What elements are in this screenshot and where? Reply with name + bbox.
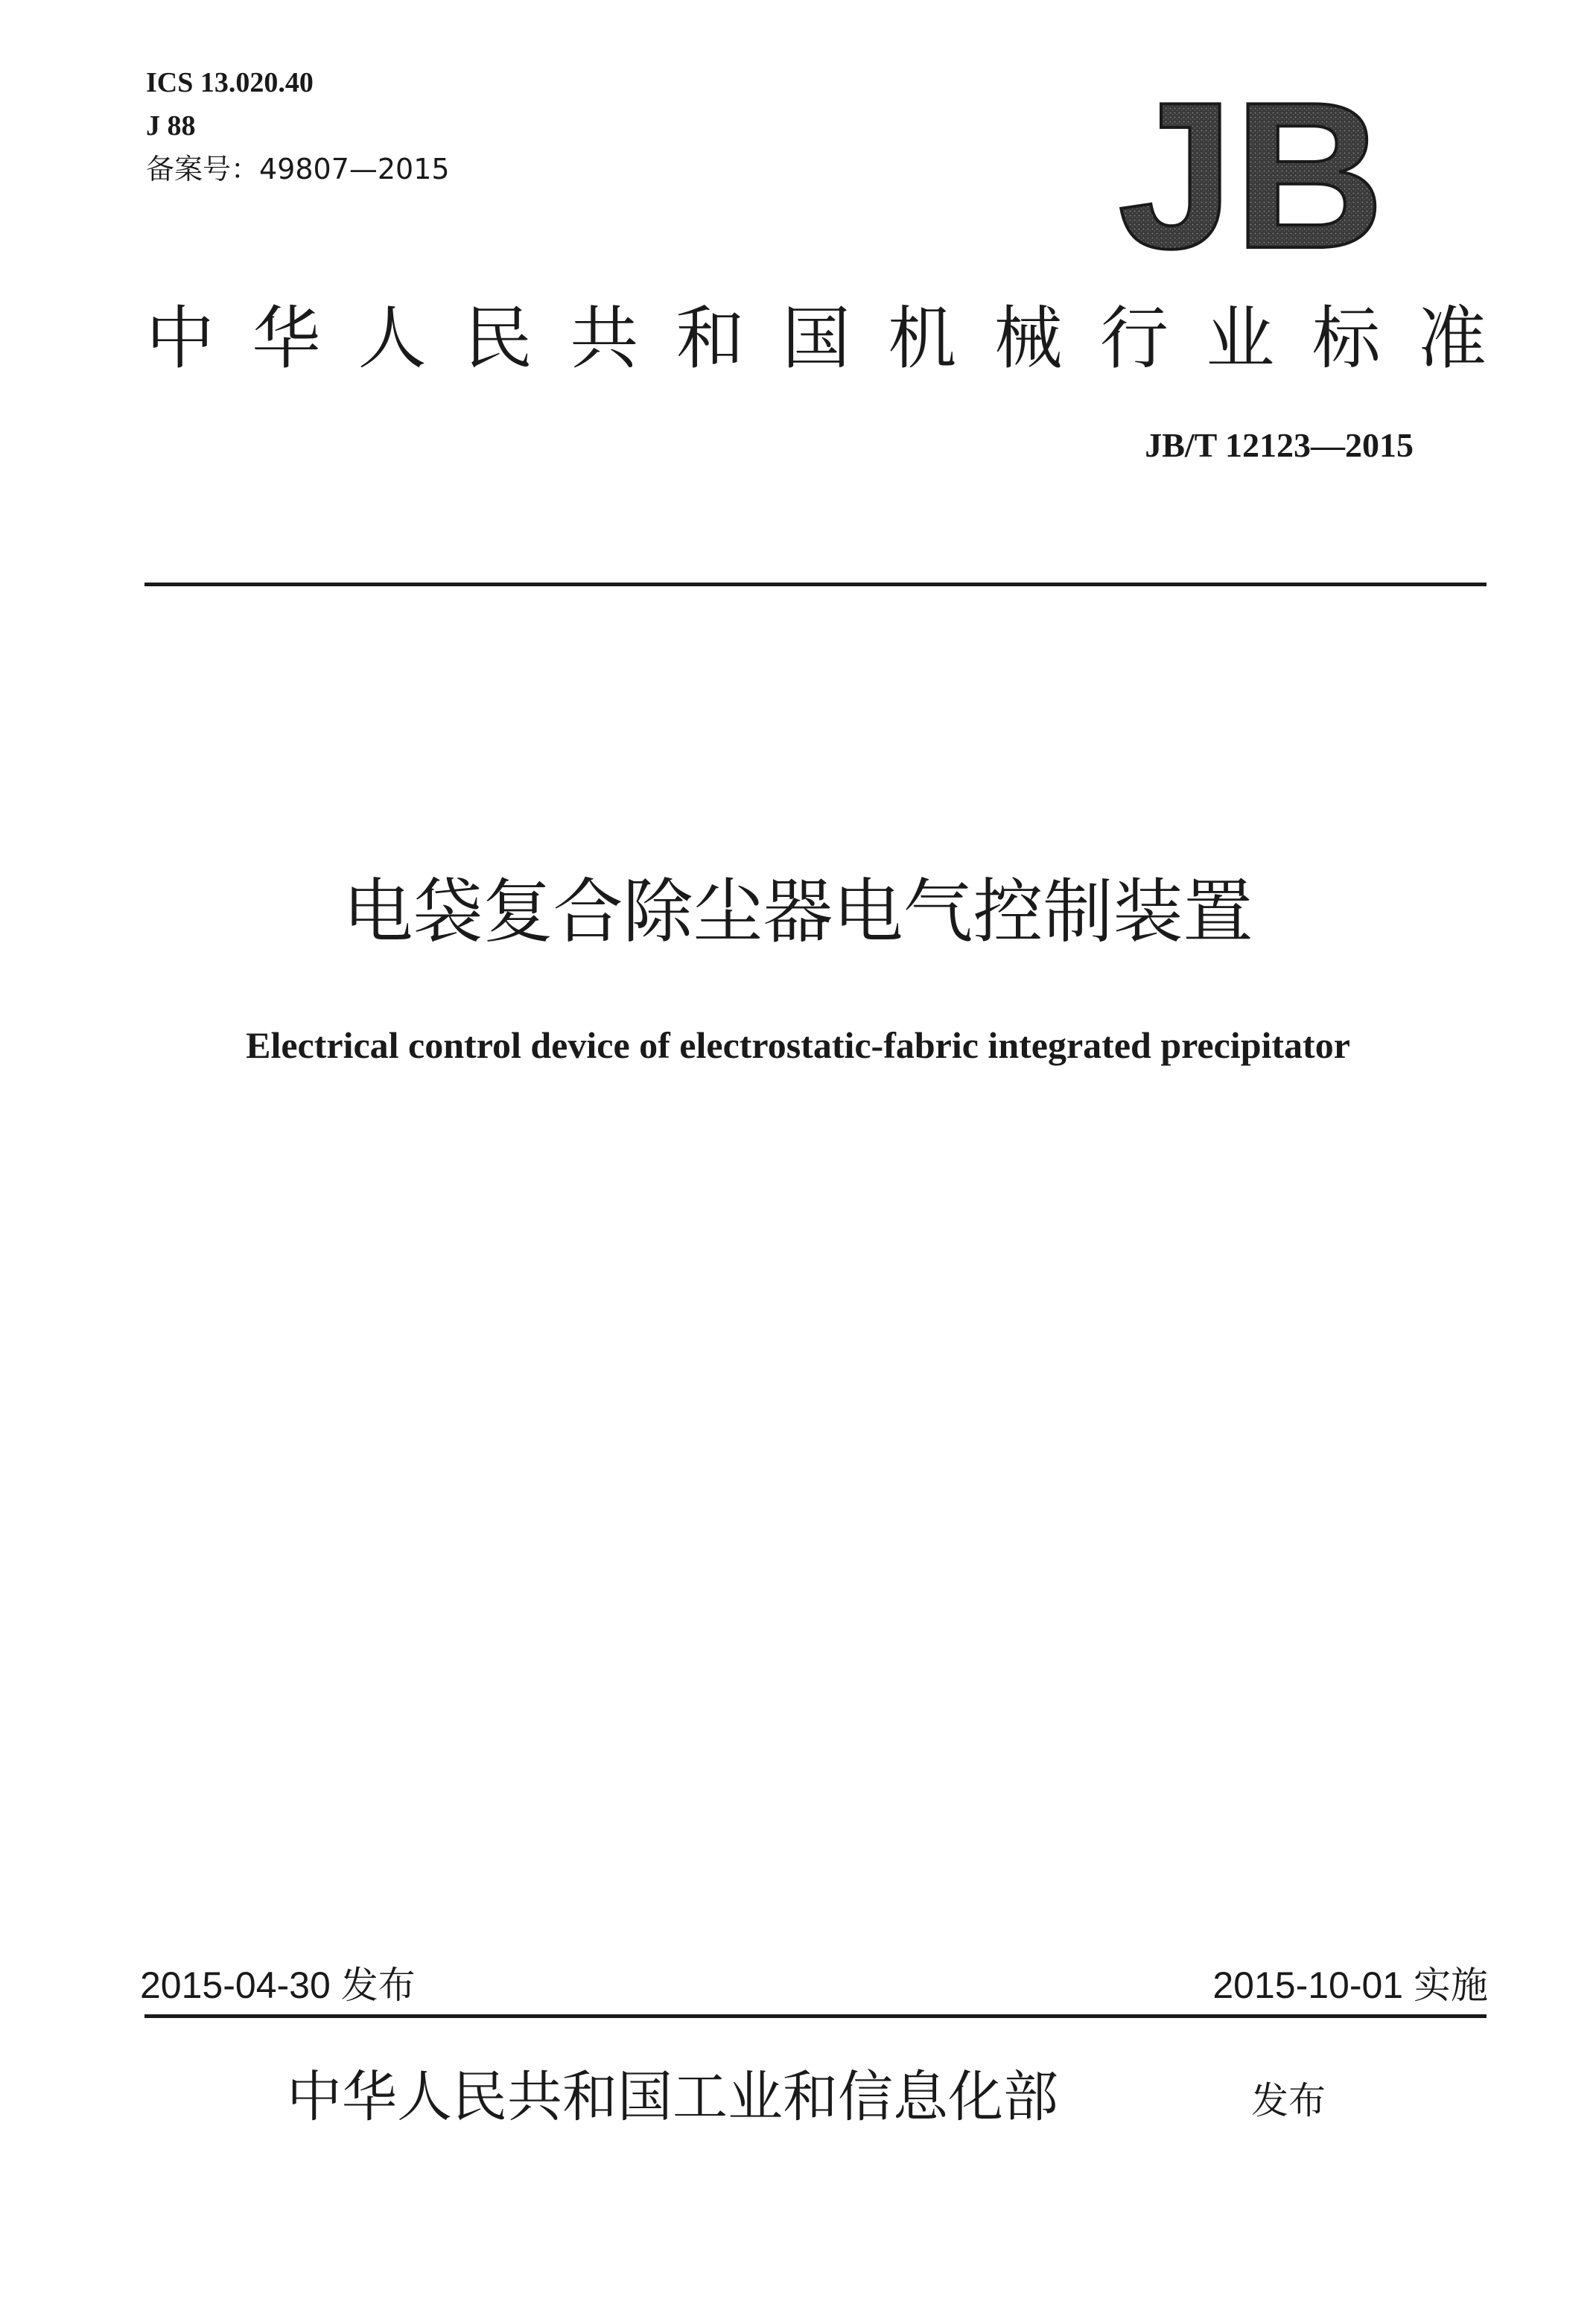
bottom-divider — [144, 2014, 1487, 2018]
title-char: 准 — [1417, 299, 1487, 378]
title-char: 业 — [1206, 299, 1275, 378]
logo-text: JB — [1118, 89, 1384, 261]
title-char: 中 — [146, 299, 215, 378]
document-title-cn: 电袋复合除尘器电气控制装置 — [343, 872, 1253, 953]
title-char: 械 — [993, 299, 1063, 378]
title-char: 行 — [1099, 299, 1169, 378]
issue-date: 2015-04-30 发布 — [140, 1964, 416, 2006]
implementation-date: 2015-10-01 实施 — [1212, 1964, 1488, 2006]
ics-code: ICS 13.020.40 — [146, 67, 314, 98]
publisher-suffix: 发布 — [1251, 2079, 1326, 2122]
title-char: 华 — [252, 299, 321, 378]
jb-logo — [1102, 89, 1400, 261]
title-char: 国 — [781, 299, 851, 378]
title-char: 人 — [357, 299, 427, 378]
top-divider — [144, 583, 1487, 586]
industry-standard-title — [146, 291, 1487, 387]
title-char: 和 — [675, 299, 745, 378]
document-title-en: Electrical control device of electrostatic-fabric integrated precipitator — [246, 1024, 1350, 1066]
title-char: 民 — [463, 299, 532, 378]
title-char: 标 — [1312, 299, 1381, 378]
title-char: 机 — [888, 299, 957, 378]
publisher-name: 中华人民共和国工业和信息化部 — [287, 2065, 1058, 2129]
record-number: 备案号：49807—2015 — [146, 153, 450, 185]
title-char: 共 — [570, 299, 639, 378]
standard-number: JB/T 12123—2015 — [1145, 426, 1414, 464]
classification-code: J 88 — [146, 110, 196, 142]
